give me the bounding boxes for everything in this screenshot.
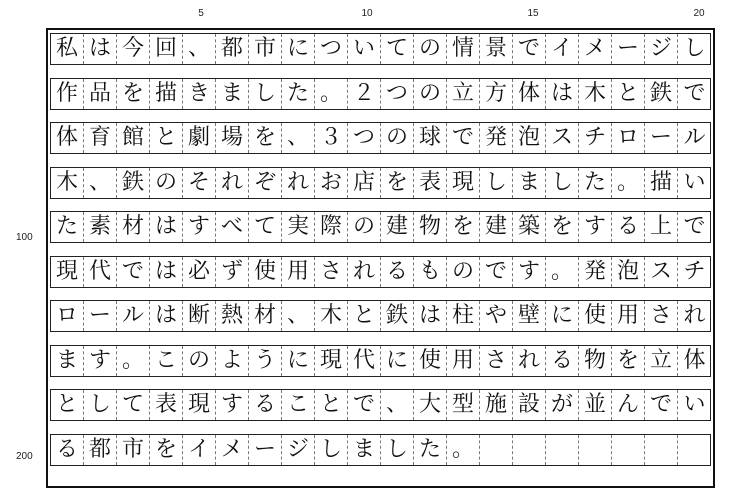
- manuscript-cell: 用: [282, 257, 315, 287]
- manuscript-cell: 市: [249, 34, 282, 64]
- manuscript-cell: と: [612, 79, 645, 109]
- manuscript-cell: 熱: [216, 301, 249, 331]
- manuscript-cell: 物: [414, 212, 447, 242]
- manuscript-cell: る: [249, 390, 282, 420]
- manuscript-row: [50, 345, 711, 377]
- manuscript-cell: 体: [513, 79, 546, 109]
- manuscript-cell: 代: [348, 346, 381, 376]
- manuscript-cell: ル: [117, 301, 150, 331]
- manuscript-cell: れ: [513, 346, 546, 376]
- manuscript-cell: 現: [183, 390, 216, 420]
- manuscript-cell: で: [447, 123, 480, 153]
- manuscript-cell: 施: [480, 390, 513, 420]
- manuscript-cell: 鉄: [117, 168, 150, 198]
- manuscript-cell: 鉄: [381, 301, 414, 331]
- manuscript-cell: す: [513, 257, 546, 287]
- manuscript-cell: 木: [51, 168, 84, 198]
- manuscript-cell: 。: [117, 346, 150, 376]
- manuscript-cell: 現: [447, 168, 480, 198]
- manuscript-cell: さ: [645, 301, 678, 331]
- manuscript-cell: き: [183, 79, 216, 109]
- manuscript-cell: べ: [216, 212, 249, 242]
- manuscript-cell: 木: [579, 79, 612, 109]
- manuscript-sheet: [46, 28, 715, 488]
- row-number-200: 200: [16, 451, 33, 462]
- manuscript-cell: 、: [183, 34, 216, 64]
- manuscript-cell: つ: [315, 34, 348, 64]
- manuscript-cell: ３: [315, 123, 348, 153]
- manuscript-cell: 店: [348, 168, 381, 198]
- manuscript-cell: や: [480, 301, 513, 331]
- manuscript-row: [50, 256, 711, 288]
- manuscript-cell: を: [612, 346, 645, 376]
- column-number-10: 10: [361, 8, 373, 19]
- manuscript-row: [50, 33, 711, 65]
- manuscript-cell: 場: [216, 123, 249, 153]
- manuscript-cell: 鉄: [645, 79, 678, 109]
- manuscript-cell: ジ: [282, 435, 315, 465]
- manuscript-cell: 木: [315, 301, 348, 331]
- manuscript-cell: ジ: [645, 34, 678, 64]
- manuscript-cell: 壁: [513, 301, 546, 331]
- manuscript-cell: を: [150, 435, 183, 465]
- manuscript-cell: い: [348, 34, 381, 64]
- manuscript-cell: 必: [183, 257, 216, 287]
- manuscript-cell: 私: [51, 34, 84, 64]
- manuscript-cell: 育: [84, 123, 117, 153]
- manuscript-cell: 館: [117, 123, 150, 153]
- manuscript-cell: 方: [480, 79, 513, 109]
- manuscript-cell: で: [117, 257, 150, 287]
- manuscript-cell: つ: [381, 79, 414, 109]
- manuscript-cell: 材: [249, 301, 282, 331]
- manuscript-cell: 立: [645, 346, 678, 376]
- manuscript-cell: れ: [683, 303, 706, 328]
- manuscript-cell: お: [315, 168, 348, 198]
- manuscript-cell: よ: [216, 346, 249, 376]
- manuscript-cell: い: [683, 169, 706, 195]
- manuscript-cell: れ: [348, 257, 381, 287]
- manuscript-row: [50, 389, 711, 421]
- manuscript-cell: す: [84, 346, 117, 376]
- manuscript-cell: の: [447, 257, 480, 287]
- manuscript-cell: し: [315, 435, 348, 465]
- manuscript-cell: す: [579, 212, 612, 242]
- manuscript-cell: 並: [579, 390, 612, 420]
- manuscript-cell: の: [414, 34, 447, 64]
- manuscript-cell: 発: [579, 257, 612, 287]
- manuscript-cell: の: [183, 346, 216, 376]
- manuscript-cell: を: [117, 79, 150, 109]
- manuscript-cell: た: [51, 212, 84, 242]
- manuscript-cell: 回: [150, 34, 183, 64]
- manuscript-cell: に: [282, 34, 315, 64]
- manuscript-cell: 断: [183, 301, 216, 331]
- manuscript-cell: の: [348, 212, 381, 242]
- manuscript-cell: 泡: [513, 123, 546, 153]
- manuscript-cell: を: [381, 168, 414, 198]
- manuscript-cell: 劇: [183, 123, 216, 153]
- manuscript-cell: [513, 435, 546, 465]
- manuscript-cell: [645, 435, 678, 465]
- manuscript-cell: 型: [447, 390, 480, 420]
- manuscript-cell: で: [348, 390, 381, 420]
- manuscript-cell: 。: [315, 79, 348, 109]
- manuscript-cell: 発: [480, 123, 513, 153]
- manuscript-cell: ー: [612, 34, 645, 64]
- manuscript-cell: す: [216, 390, 249, 420]
- manuscript-cell: は: [150, 212, 183, 242]
- manuscript-cell: を: [546, 212, 579, 242]
- manuscript-cell: 設: [513, 390, 546, 420]
- manuscript-cell: つ: [348, 123, 381, 153]
- manuscript-cell: 景: [480, 34, 513, 64]
- manuscript-cell: イ: [183, 435, 216, 465]
- manuscript-cell: 、: [282, 123, 315, 153]
- manuscript-cell: る: [381, 257, 414, 287]
- manuscript-cell: ２: [348, 79, 381, 109]
- manuscript-cell: 用: [612, 301, 645, 331]
- manuscript-cell: で: [480, 257, 513, 287]
- manuscript-cell: [480, 435, 513, 465]
- manuscript-cell: 表: [414, 168, 447, 198]
- manuscript-cell: 立: [447, 79, 480, 109]
- manuscript-row: [50, 300, 711, 332]
- manuscript-cell: ー: [84, 301, 117, 331]
- manuscript-cell: [546, 435, 579, 465]
- manuscript-cell: [579, 435, 612, 465]
- manuscript-row: [50, 167, 711, 199]
- manuscript-cell: ル: [683, 125, 706, 150]
- manuscript-cell: は: [84, 34, 117, 64]
- manuscript-cell: す: [183, 212, 216, 242]
- manuscript-cell: ま: [348, 435, 381, 465]
- manuscript-cell: 現: [51, 257, 84, 287]
- manuscript-cell: れ: [216, 168, 249, 198]
- manuscript-cell: 代: [84, 257, 117, 287]
- manuscript-cell: を: [249, 123, 282, 153]
- manuscript-cell: う: [249, 346, 282, 376]
- manuscript-cell: し: [381, 435, 414, 465]
- manuscript-cell: し: [249, 79, 282, 109]
- manuscript-cell: 、: [84, 168, 117, 198]
- manuscript-cell: ぞ: [249, 168, 282, 198]
- column-number-5: 5: [198, 8, 204, 19]
- manuscript-cell: し: [84, 390, 117, 420]
- manuscript-cell: と: [51, 390, 84, 420]
- manuscript-cell: 、: [381, 390, 414, 420]
- manuscript-cell: 材: [117, 212, 150, 242]
- manuscript-cell: て: [381, 34, 414, 64]
- manuscript-row: [50, 122, 711, 154]
- manuscript-cell: 今: [117, 34, 150, 64]
- manuscript-cell: は: [414, 301, 447, 331]
- manuscript-cell: イ: [546, 34, 579, 64]
- manuscript-cell: ま: [51, 346, 84, 376]
- manuscript-cell: の: [150, 168, 183, 198]
- manuscript-cell: 。: [447, 435, 480, 465]
- manuscript-cell: 情: [447, 34, 480, 64]
- manuscript-cell: こ: [282, 390, 315, 420]
- manuscript-cell: 球: [414, 123, 447, 153]
- manuscript-cell: も: [414, 257, 447, 287]
- manuscript-cell: 建: [381, 212, 414, 242]
- manuscript-cell: 体: [683, 347, 706, 373]
- manuscript-cell: 作: [51, 79, 84, 109]
- manuscript-cell: 際: [315, 212, 348, 242]
- manuscript-cell: ま: [513, 168, 546, 198]
- manuscript-cell: し: [683, 36, 706, 61]
- manuscript-cell: し: [480, 168, 513, 198]
- manuscript-cell: と: [150, 123, 183, 153]
- manuscript-cell: 品: [84, 79, 117, 109]
- manuscript-cell: ず: [216, 257, 249, 287]
- manuscript-row: [50, 211, 711, 243]
- manuscript-cell: そ: [183, 168, 216, 198]
- manuscript-cell: が: [546, 390, 579, 420]
- manuscript-cell: さ: [480, 346, 513, 376]
- manuscript-cell: れ: [282, 168, 315, 198]
- manuscript-cell: 使: [414, 346, 447, 376]
- manuscript-cell: [678, 435, 711, 465]
- manuscript-cell: て: [117, 390, 150, 420]
- manuscript-cell: 体: [51, 123, 84, 153]
- manuscript-cell: メ: [579, 34, 612, 64]
- manuscript-cell: は: [150, 257, 183, 287]
- manuscript-cell: 素: [84, 212, 117, 242]
- manuscript-cell: 築: [513, 212, 546, 242]
- manuscript-cell: 市: [117, 435, 150, 465]
- manuscript-cell: チ: [683, 258, 706, 284]
- manuscript-cell: 上: [645, 212, 678, 242]
- manuscript-cell: と: [348, 301, 381, 331]
- manuscript-cell: で: [645, 390, 678, 420]
- manuscript-cell: 泡: [612, 257, 645, 287]
- manuscript-cell: さ: [315, 257, 348, 287]
- manuscript-cell: 大: [414, 390, 447, 420]
- manuscript-cell: は: [546, 79, 579, 109]
- manuscript-cell: 建: [480, 212, 513, 242]
- manuscript-row: [50, 434, 711, 466]
- row-number-100: 100: [16, 232, 33, 243]
- manuscript-cell: 都: [216, 34, 249, 64]
- manuscript-cell: 。: [546, 257, 579, 287]
- manuscript-cell: ま: [216, 79, 249, 109]
- manuscript-cell: る: [612, 212, 645, 242]
- manuscript-cell: ス: [645, 257, 678, 287]
- manuscript-cell: で: [683, 214, 706, 239]
- manuscript-cell: チ: [579, 123, 612, 153]
- manuscript-cell: 使: [579, 301, 612, 331]
- manuscript-cell: る: [51, 435, 84, 465]
- manuscript-cell: 描: [645, 168, 678, 198]
- manuscript-cell: に: [381, 346, 414, 376]
- manuscript-cell: 柱: [447, 301, 480, 331]
- manuscript-cell: て: [249, 212, 282, 242]
- manuscript-cell: 。: [612, 168, 645, 198]
- manuscript-cell: 実: [282, 212, 315, 242]
- manuscript-cell: ロ: [612, 123, 645, 153]
- manuscript-cell: ー: [645, 123, 678, 153]
- manuscript-cell: の: [381, 123, 414, 153]
- manuscript-cell: 表: [150, 390, 183, 420]
- manuscript-cell: こ: [150, 346, 183, 376]
- manuscript-cell: た: [282, 79, 315, 109]
- manuscript-cell: メ: [216, 435, 249, 465]
- manuscript-cell: 、: [282, 301, 315, 331]
- manuscript-cell: 使: [249, 257, 282, 287]
- manuscript-cell: る: [546, 346, 579, 376]
- manuscript-cell: 現: [315, 346, 348, 376]
- manuscript-cell: し: [546, 168, 579, 198]
- manuscript-cell: ス: [546, 123, 579, 153]
- manuscript-cell: 物: [579, 346, 612, 376]
- manuscript-cell: た: [579, 168, 612, 198]
- manuscript-cell: 都: [84, 435, 117, 465]
- column-number-20: 20: [693, 8, 705, 19]
- manuscript-cell: は: [150, 301, 183, 331]
- manuscript-cell: を: [447, 212, 480, 242]
- manuscript-cell: ー: [249, 435, 282, 465]
- manuscript-row: [50, 78, 711, 110]
- manuscript-cell: の: [414, 79, 447, 109]
- manuscript-cell: い: [683, 392, 706, 417]
- manuscript-cell: に: [546, 301, 579, 331]
- manuscript-cell: に: [282, 346, 315, 376]
- manuscript-cell: で: [683, 80, 706, 106]
- column-number-15: 15: [527, 8, 539, 19]
- manuscript-cell: [612, 435, 645, 465]
- manuscript-cell: 描: [150, 79, 183, 109]
- manuscript-cell: 用: [447, 346, 480, 376]
- manuscript-cell: で: [513, 34, 546, 64]
- manuscript-cell: ん: [612, 390, 645, 420]
- manuscript-cell: た: [414, 435, 447, 465]
- manuscript-cell: と: [315, 390, 348, 420]
- manuscript-cell: ロ: [51, 301, 84, 331]
